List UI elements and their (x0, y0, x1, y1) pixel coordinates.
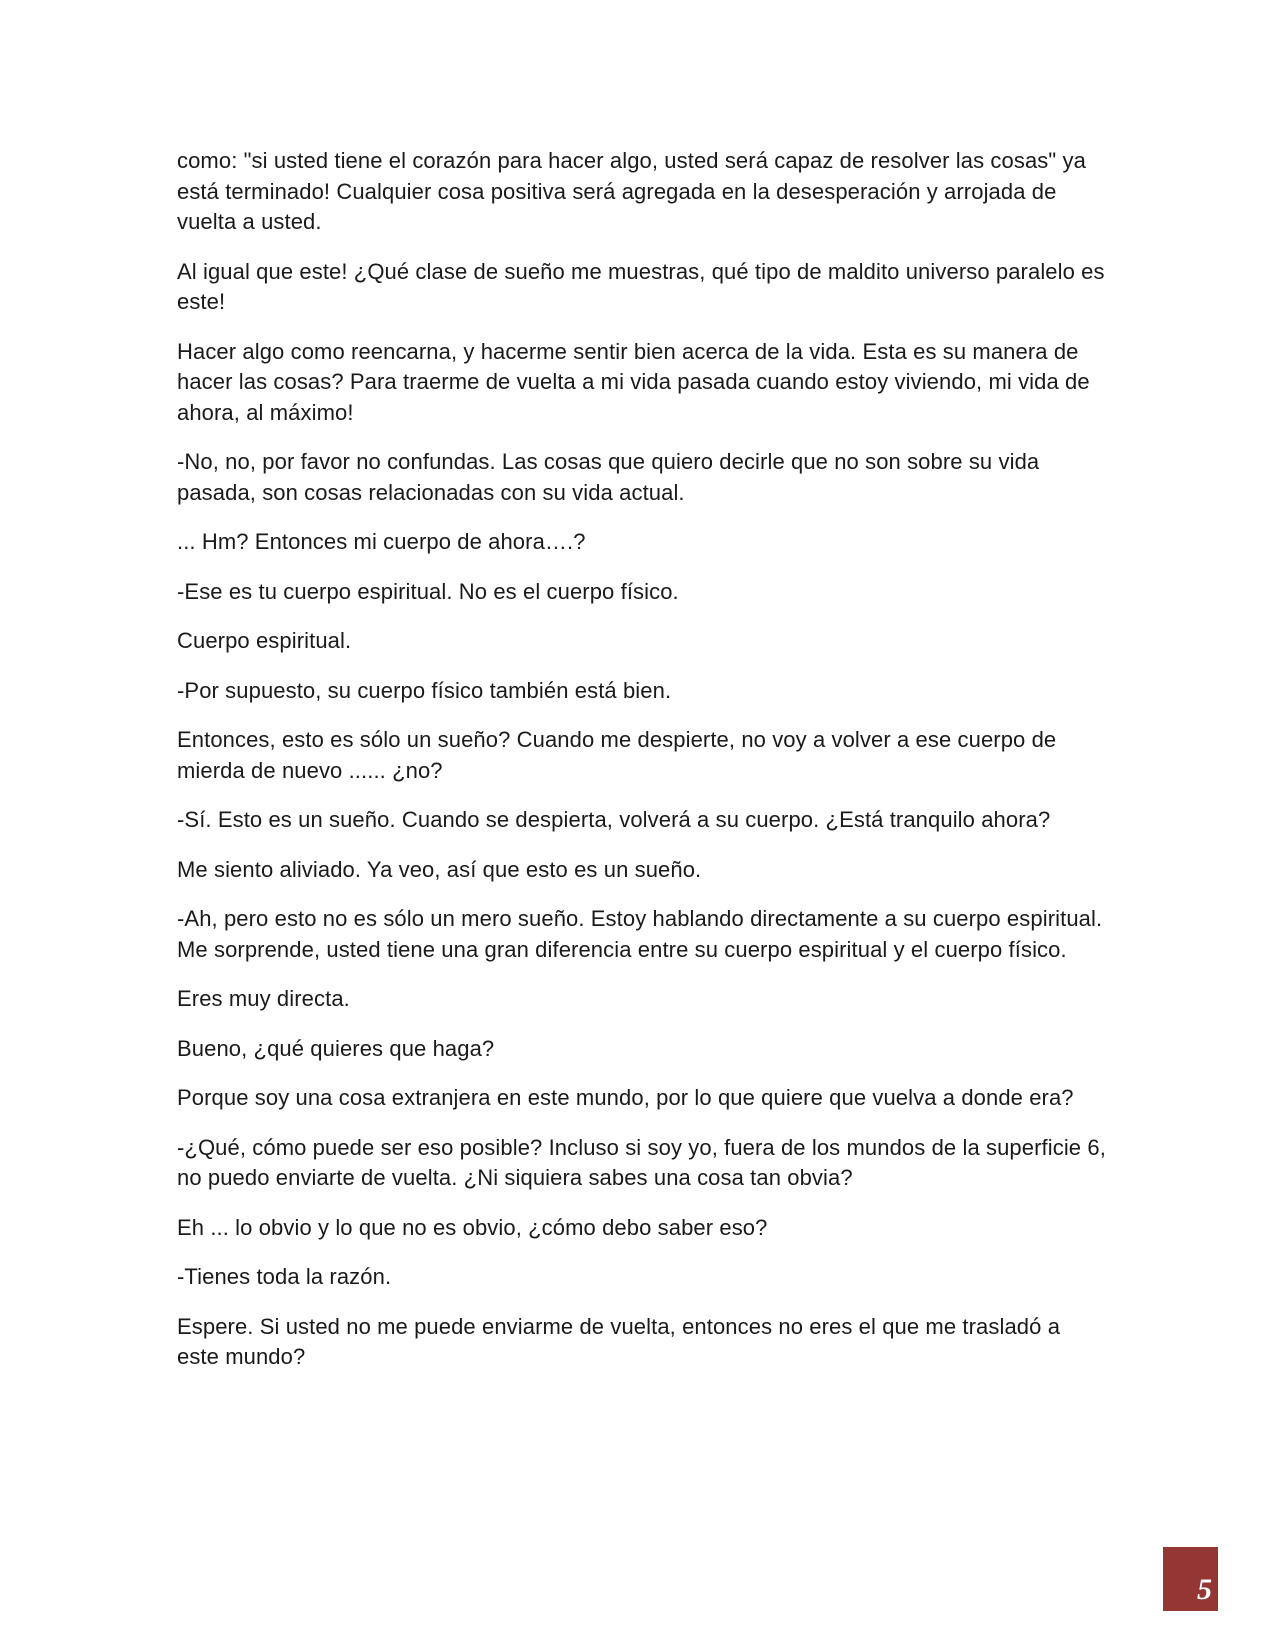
paragraph: Espere. Si usted no me puede enviarme de vuelta, entonces no eres el que me trasladó a este mundo? (177, 1313, 1061, 1369)
paragraph: Porque soy una cosa extranjera en este mundo, por lo que quiere que vuelva a donde era? (177, 1085, 1074, 1110)
page-number: 5 (1197, 1573, 1212, 1606)
paragraph: Hacer algo como reencarna, y hacerme sentir bien acerca de la vida. Esta es su manera de hacer las cosas? Para traerme de vuelta a mi vida pasada cuando estoy viviendo, mi vida de ahora, al máximo! (177, 338, 1090, 425)
paragraph: Eres muy directa. (177, 986, 350, 1011)
paragraph: Entonces, esto es sólo un sueño? Cuando me despierte, no voy a volver a ese cuerpo de mierda de nuevo ...... ¿no? (177, 727, 1057, 783)
paragraph: ... Hm? Entonces mi cuerpo de ahora….? (177, 529, 586, 554)
paragraph: -Tienes toda la razón. (177, 1264, 392, 1289)
paragraph: -¿Qué, cómo puede ser eso posible? Incluso si soy yo, fuera de los mundos de la superficie 6, no puedo enviarte de vuelta. ¿Ni siquiera sabes una cosa tan obvia? (177, 1134, 1106, 1190)
paragraph: Eh ... lo obvio y lo que no es obvio, ¿cómo debo saber eso? (177, 1214, 768, 1240)
paragraph: Bueno, ¿qué quieres que haga? (177, 1035, 495, 1061)
document-body (177, 146, 1107, 1392)
paragraph: -Ese es tu cuerpo espiritual. No es el cuerpo físico. (177, 578, 679, 604)
paragraph: como: "si usted tiene el corazón para hacer algo, usted será capaz de resolver las cosas" ya está terminado! Cualquier cosa positiva será agregada en la desesperación y arrojada de vuelta a usted. (177, 148, 1086, 234)
paragraph: Cuerpo espiritual. (177, 628, 352, 653)
paragraph: -Por supuesto, su cuerpo físico también está bien. (177, 677, 672, 703)
paragraph: -Sí. Esto es un sueño. Cuando se despierta, volverá a su cuerpo. ¿Está tranquilo ahora? (177, 807, 1051, 832)
paragraph: -Ah, pero esto no es sólo un mero sueño. Estoy hablando directamente a su cuerpo espiritual. Me sorprende, usted tiene una gran diferencia entre su cuerpo espiritual y el cuerpo físico. (177, 906, 1103, 962)
paragraph: Al igual que este! ¿Qué clase de sueño me muestras, qué tipo de maldito universo paralelo es este! (177, 258, 1105, 314)
paragraph: -No, no, por favor no confundas. Las cosas que quiero decirle que no son sobre su vida pasada, son cosas relacionadas con su vida actual. (177, 449, 1040, 505)
page-number-underline (1163, 1609, 1218, 1611)
page-number-badge (1163, 1547, 1218, 1609)
paragraph: Me siento aliviado. Ya veo, así que esto es un sueño. (177, 856, 702, 882)
